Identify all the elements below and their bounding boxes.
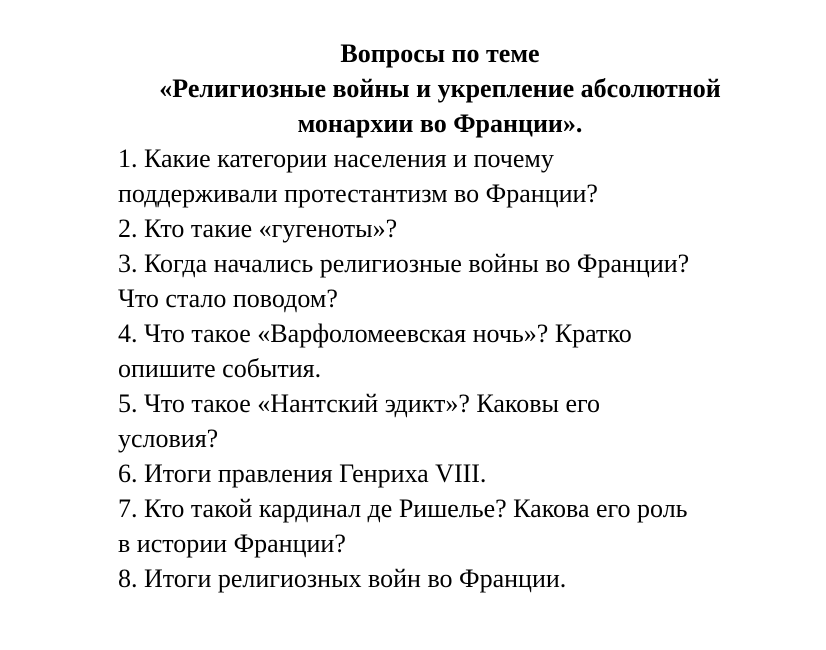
question-8 bbox=[118, 561, 778, 596]
question-3 bbox=[118, 246, 778, 316]
title-line-1: Вопросы по теме bbox=[340, 39, 540, 68]
title-line-3: монархии во Франции». bbox=[297, 109, 583, 138]
question-7-line-1: 7. Кто такой кардинал де Ришелье? Какова его роль bbox=[118, 494, 688, 523]
question-4 bbox=[118, 316, 778, 386]
question-1-line-1: 1. Какие категории населения и почему bbox=[118, 144, 554, 173]
question-6 bbox=[118, 456, 778, 491]
document-title bbox=[118, 36, 762, 141]
question-3-line-1: 3. Когда начались религиозные войны во Франции? bbox=[118, 249, 690, 278]
question-4-line-1: 4. Что такое «Варфоломеевская ночь»? Кратко bbox=[118, 319, 632, 348]
question-5-line-1: 5. Что такое «Нантский эдикт»? Каковы его bbox=[118, 389, 601, 418]
document-page bbox=[118, 36, 778, 596]
question-3-line-2: Что стало поводом? bbox=[118, 284, 338, 313]
question-5 bbox=[118, 386, 778, 456]
question-7 bbox=[118, 491, 778, 561]
question-5-line-2: условия? bbox=[118, 424, 219, 453]
question-6-line-1: 6. Итоги правления Генриха VIII. bbox=[118, 459, 487, 488]
title-line-2: «Религиозные войны и укрепление абсолютной bbox=[159, 74, 721, 103]
question-1 bbox=[118, 141, 778, 211]
question-2 bbox=[118, 211, 778, 246]
question-list bbox=[118, 141, 778, 596]
question-7-line-2: в истории Франции? bbox=[118, 529, 346, 558]
question-8-line-1: 8. Итоги религиозных войн во Франции. bbox=[118, 564, 567, 593]
question-1-line-2: поддерживали протестантизм во Франции? bbox=[118, 179, 598, 208]
question-2-line-1: 2. Кто такие «гугеноты»? bbox=[118, 214, 398, 243]
question-4-line-2: опишите события. bbox=[118, 354, 322, 383]
